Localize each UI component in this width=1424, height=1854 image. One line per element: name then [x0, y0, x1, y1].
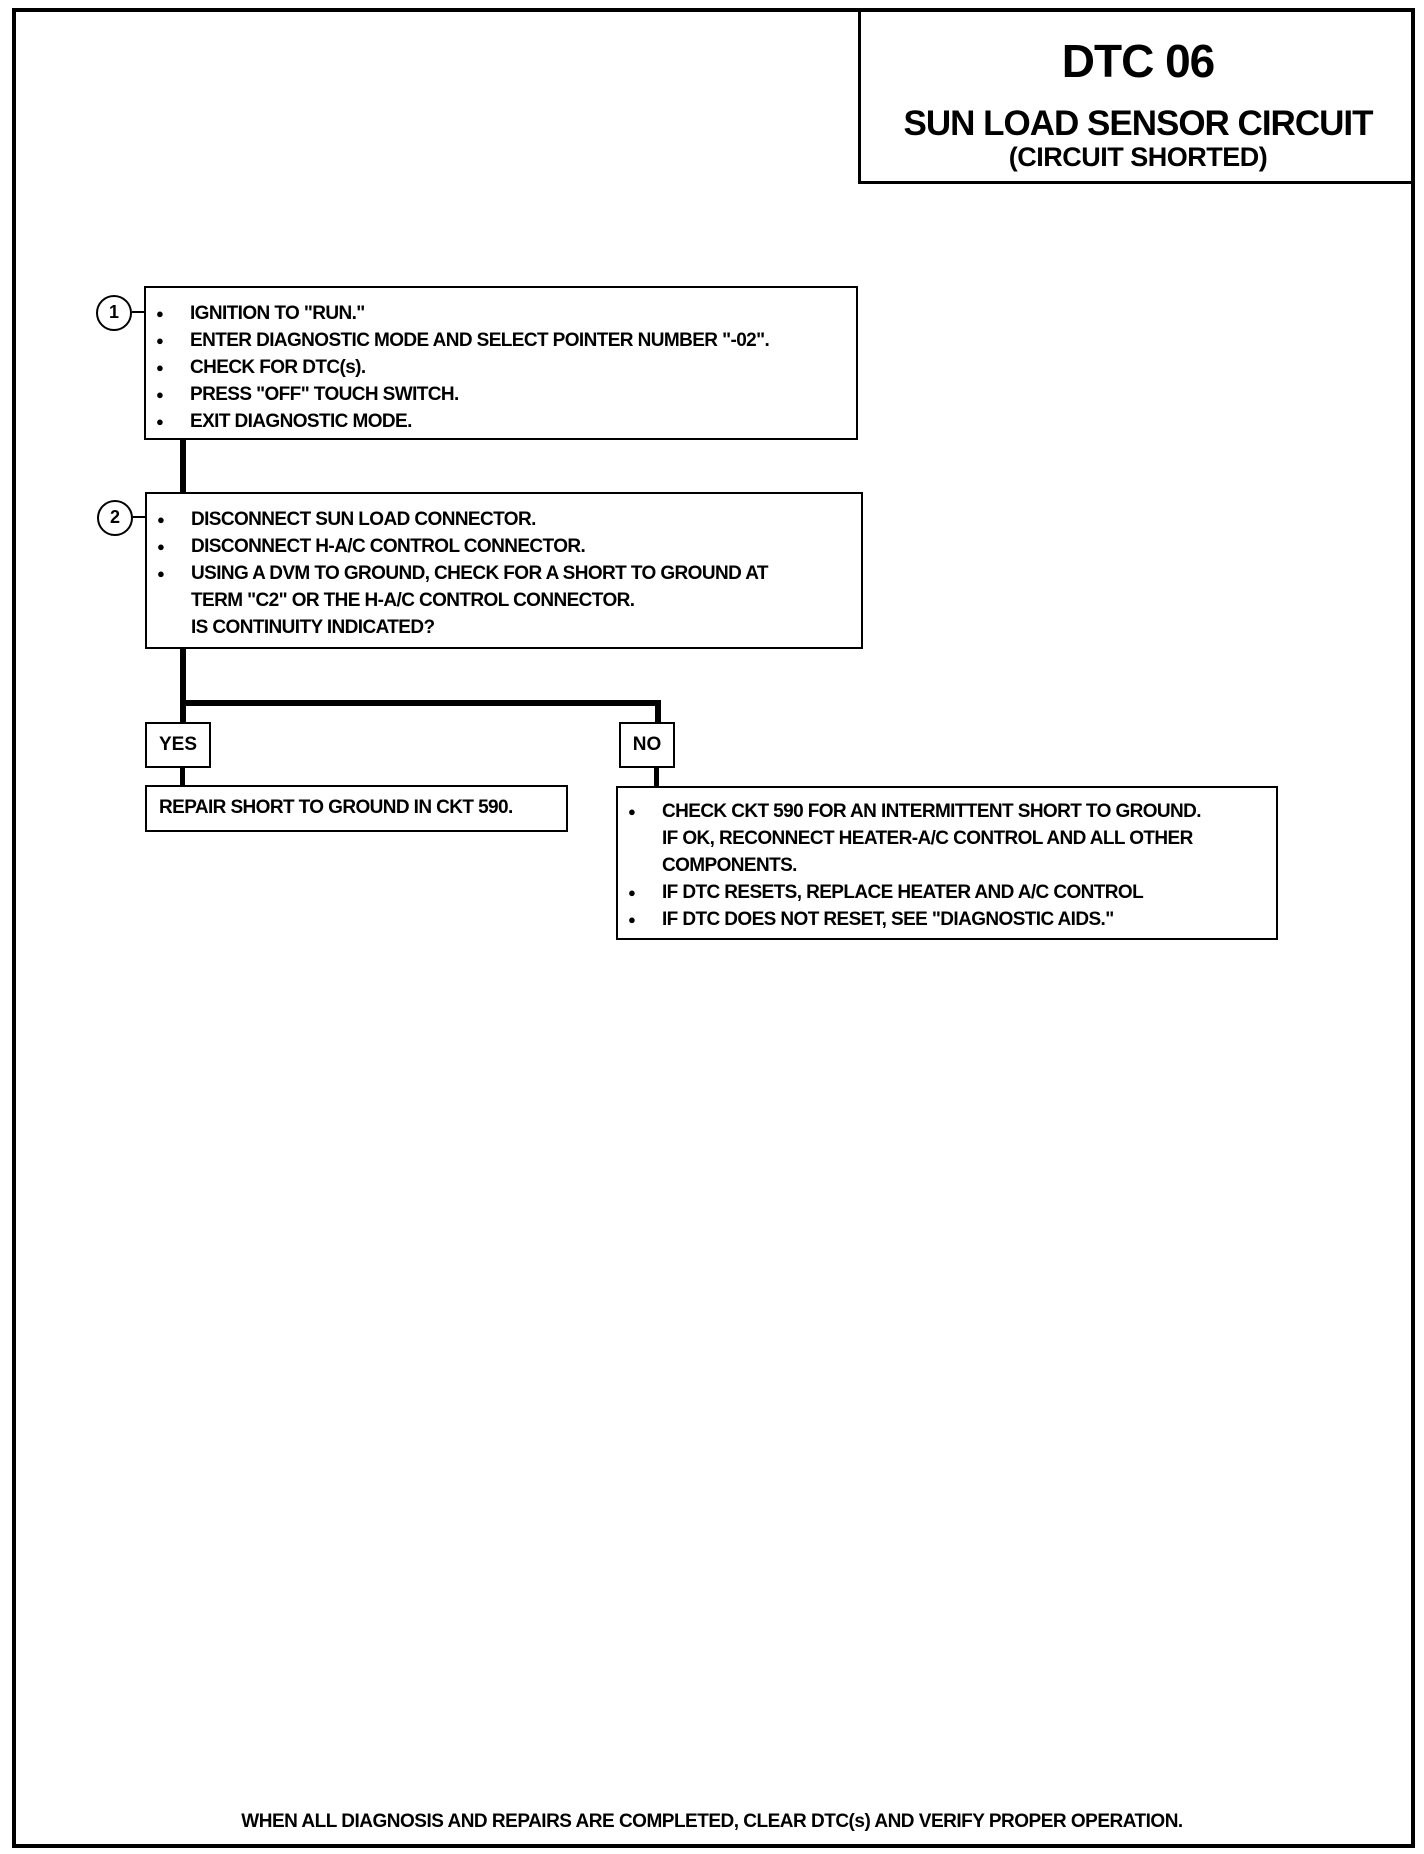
connector-to-no: [655, 700, 661, 724]
no-action-item-continuation: IF OK, RECONNECT HEATER-A/C CONTROL AND ALL OTHER: [662, 828, 1193, 849]
step2-question: IS CONTINUITY INDICATED?: [191, 617, 435, 638]
step2-item: ● DISCONNECT H-A/C CONTROL CONNECTOR.: [147, 533, 861, 560]
step1-item: ● IGNITION TO "RUN.": [146, 300, 856, 327]
yes-action-text: REPAIR SHORT TO GROUND IN CKT 590.: [159, 797, 513, 818]
connector-branch-horizontal: [180, 700, 661, 706]
page-title: DTC 06: [1061, 35, 1215, 87]
no-action-box: [616, 786, 1278, 940]
yes-action-box: [145, 785, 568, 832]
step1-item: ● CHECK FOR DTC(s).: [146, 354, 856, 381]
no-action-item-continuation: COMPONENTS.: [662, 855, 797, 876]
page-subtitle-condition: (CIRCUIT SHORTED): [1008, 142, 1268, 172]
connector-no-action: [654, 766, 659, 788]
step2-box: [145, 492, 863, 649]
step2-item: ● USING A DVM TO GROUND, CHECK FOR A SHORT TO GROUND AT: [147, 560, 861, 587]
connector-to-yes: [180, 700, 186, 724]
step-number-1: 1: [96, 295, 132, 331]
step1-item: ● PRESS "OFF" TOUCH SWITCH.: [146, 381, 856, 408]
page-subtitle: SUN LOAD SENSOR CIRCUIT: [903, 104, 1373, 143]
footer-note: WHEN ALL DIAGNOSIS AND REPAIRS ARE COMPLETED, CLEAR DTC(s) AND VERIFY PROPER OPERATION.: [241, 1811, 1183, 1832]
step1-item: ● ENTER DIAGNOSTIC MODE AND SELECT POINTER NUMBER "-02".: [146, 327, 856, 354]
yes-label: YES: [145, 722, 211, 768]
connector-yes-action: [180, 766, 185, 786]
step2-item: ● DISCONNECT SUN LOAD CONNECTOR.: [147, 506, 861, 533]
no-action-item: ● CHECK CKT 590 FOR AN INTERMITTENT SHORT TO GROUND.: [618, 798, 1276, 825]
no-label: NO: [619, 722, 675, 768]
connector-step2-branch: [180, 648, 186, 703]
no-action-item: ● IF DTC RESETS, REPLACE HEATER AND A/C CONTROL: [618, 879, 1276, 906]
step1-box: [144, 286, 858, 440]
no-action-item: ● IF DTC DOES NOT RESET, SEE "DIAGNOSTIC AIDS.": [618, 906, 1276, 933]
title-block: [858, 8, 1415, 184]
step2-item-continuation: TERM "C2" OR THE H-A/C CONTROL CONNECTOR.: [191, 590, 635, 611]
connector-step1-step2: [180, 440, 186, 495]
step-number-2: 2: [97, 500, 133, 536]
step1-item: ● EXIT DIAGNOSTIC MODE.: [146, 408, 856, 435]
